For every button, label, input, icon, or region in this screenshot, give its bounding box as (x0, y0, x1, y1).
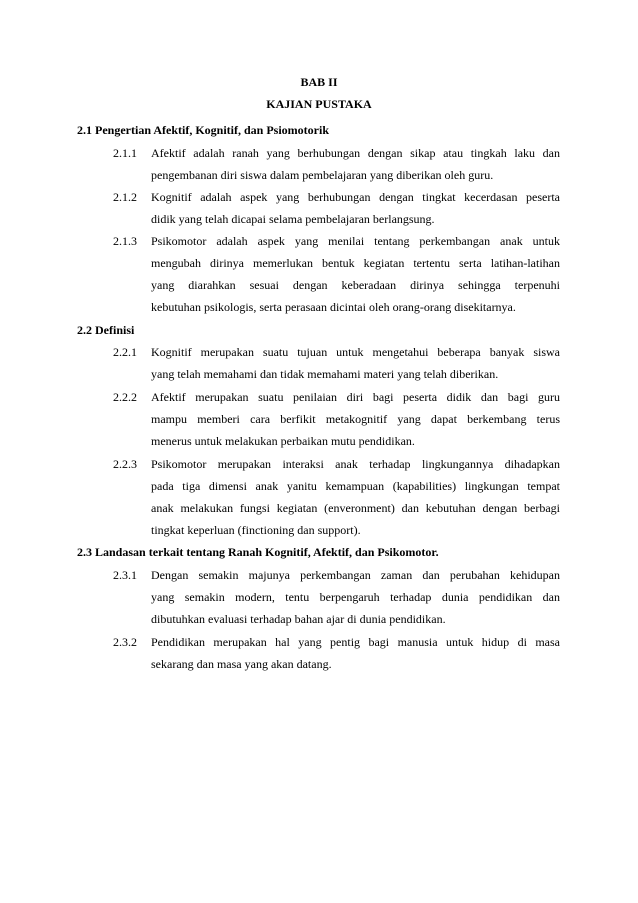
item-number: 2.3.1 (113, 568, 137, 582)
item-number: 2.1.3 (113, 234, 137, 248)
item-text-line: yang semakin modern, tentu berpengaruh terhadap dunia pendidikan dan (151, 590, 560, 604)
item-text-line: mengubah dirinya memerlukan bentuk kegiatan tertentu serta latihan-latihan (151, 256, 560, 270)
item-text-line: Afektif merupakan suatu penilaian diri bagi peserta didik dan bagi guru (151, 390, 560, 404)
section-heading: 2.1 Pengertian Afektif, Kognitif, dan Psiomotorik (77, 123, 329, 137)
item-number: 2.2.1 (113, 345, 137, 359)
item-text-line: kebutuhan psikologis, serta perasaan dicintai oleh orang-orang disekitarnya. (151, 300, 516, 314)
item-text-line: pengembanan diri siswa dalam pembelajaran yang diberikan oleh guru. (151, 168, 494, 182)
item-text-line: yang diarahkan sesuai dengan keberadaan dirinya sehingga terpenuhi (151, 278, 560, 292)
item-text-line: Afektif adalah ranah yang berhubungan dengan sikap atau tingkah laku dan (151, 146, 560, 160)
item-text-line: Kognitif merupakan suatu tujuan untuk mengetahui beberapa banyak siswa (151, 345, 560, 359)
item-text-line: anak melakukan fungsi kegiatan (enveronment) dan kebutuhan dengan berbagi (151, 501, 560, 515)
item-text-line: dibutuhkan evaluasi terhadap bahan ajar di dunia pendidikan. (151, 612, 446, 626)
item-text-line: Psikomotor adalah aspek yang menilai tentang perkembangan anak untuk (151, 234, 560, 248)
item-number: 2.2.3 (113, 457, 137, 471)
chapter-label: BAB II (300, 75, 338, 89)
item-text-line: didik yang telah dicapai selama pembelajaran berlangsung. (151, 212, 435, 226)
section-heading: 2.3 Landasan terkait tentang Ranah Kognitif, Afektif, dan Psikomotor. (77, 545, 439, 559)
item-text-line: pada tiga dimensi anak yanitu kemampuan (kapabilities) lingkungan tempat (151, 479, 560, 493)
section-heading: 2.2 Definisi (77, 323, 135, 337)
item-text-line: sekarang dan masa yang akan datang. (151, 657, 332, 671)
item-number: 2.1.2 (113, 190, 137, 204)
item-text-line: tingkat keperluan (finctioning dan support). (151, 523, 361, 537)
item-number: 2.2.2 (113, 390, 137, 404)
item-number: 2.1.1 (113, 146, 137, 160)
chapter-title: KAJIAN PUSTAKA (266, 97, 372, 111)
item-text-line: menerus untuk melakukan perbaikan mutu pendidikan. (151, 434, 415, 448)
item-text-line: Dengan semakin majunya perkembangan zaman dan perubahan kehidupan (151, 568, 560, 582)
item-text-line: Pendidikan merupakan hal yang pentig bagi manusia untuk hidup di masa (151, 635, 560, 649)
item-text-line: mampu memberi cara berfikit metakognitif yang dapat berkembang terus (151, 412, 560, 426)
item-text-line: Kognitif adalah aspek yang berhubungan dengan tingkat kecerdasan peserta (151, 190, 560, 204)
item-text-line: Psikomotor merupakan interaksi anak terhadap lingkungannya dihadapkan (151, 457, 560, 471)
item-text-line: yang telah memahami dan tidak memahami materi yang telah diberikan. (151, 367, 499, 381)
item-number: 2.3.2 (113, 635, 137, 649)
